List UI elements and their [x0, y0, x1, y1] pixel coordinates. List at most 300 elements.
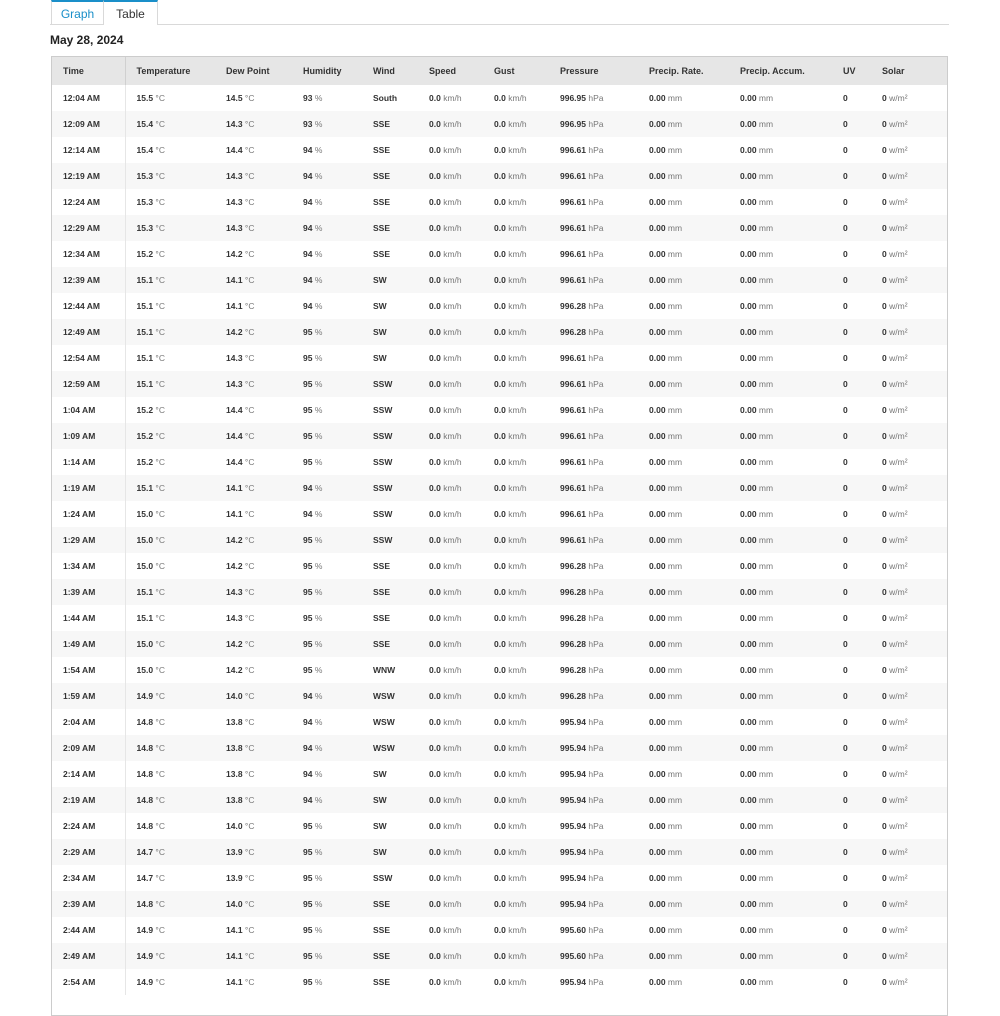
cell-speed-unit: km/h: [443, 197, 462, 207]
cell-dew-point: [215, 85, 292, 111]
cell-humidity: [292, 787, 362, 813]
cell-gust-value: 0.0: [494, 457, 506, 467]
cell-gust-unit: km/h: [508, 613, 527, 623]
cell-speed: [418, 189, 483, 215]
cell-temperature-value: 15.2: [136, 405, 154, 415]
column-header-uv[interactable]: UV: [843, 66, 856, 76]
cell-solar-unit: w/m²: [889, 665, 908, 675]
cell-time: [52, 969, 125, 995]
cell-dew-point-value: 14.4: [226, 431, 243, 441]
cell-temperature: [125, 865, 215, 891]
cell-solar-value: 0: [882, 925, 887, 935]
cell-precip-accum: [729, 293, 832, 319]
cell-precip-rate-value: 0.00: [649, 613, 666, 623]
cell-gust: [483, 969, 549, 995]
cell-precip-rate-unit: mm: [667, 769, 683, 779]
cell-uv: [832, 865, 871, 891]
cell-dew-point-unit: °C: [244, 353, 255, 363]
cell-gust-value: 0.0: [494, 639, 506, 649]
column-header-wind[interactable]: Wind: [373, 66, 395, 76]
cell-solar-value: 0: [882, 795, 887, 805]
cell-wind-value: SSW: [373, 873, 393, 883]
cell-humidity-unit: %: [314, 769, 323, 779]
cell-humidity: [292, 631, 362, 657]
cell-temperature: [125, 943, 215, 969]
cell-dew-point-unit: °C: [244, 717, 255, 727]
table-header-row: [52, 57, 947, 85]
cell-pressure-unit: hPa: [588, 899, 604, 909]
cell-time-value: 2:09 AM: [63, 743, 96, 753]
cell-temperature-value: 14.8: [136, 769, 154, 779]
cell-solar: [871, 839, 947, 865]
cell-humidity-unit: %: [314, 535, 323, 545]
cell-speed-unit: km/h: [443, 301, 462, 311]
cell-precip-rate-value: 0.00: [649, 717, 666, 727]
cell-dew-point: [215, 813, 292, 839]
cell-precip-rate-value: 0.00: [649, 457, 666, 467]
cell-gust: [483, 709, 549, 735]
cell-pressure-unit: hPa: [588, 717, 604, 727]
cell-temperature: [125, 553, 215, 579]
cell-temperature: [125, 267, 215, 293]
cell-speed-value: 0.0: [429, 613, 441, 623]
cell-wind: [362, 449, 418, 475]
cell-wind: [362, 397, 418, 423]
cell-solar: [871, 475, 947, 501]
cell-wind-value: SSE: [373, 223, 391, 233]
cell-solar-unit: w/m²: [889, 717, 908, 727]
cell-humidity: [292, 735, 362, 761]
cell-humidity-value: 94: [303, 197, 313, 207]
column-header-precip-accum[interactable]: Precip. Accum.: [740, 66, 805, 76]
cell-temperature-unit: °C: [155, 145, 165, 155]
cell-pressure-value: 996.28: [560, 327, 586, 337]
cell-gust: [483, 371, 549, 397]
cell-speed-value: 0.0: [429, 457, 441, 467]
cell-solar: [871, 709, 947, 735]
cell-time: [52, 319, 125, 345]
cell-time: [52, 189, 125, 215]
cell-solar-value: 0: [882, 899, 887, 909]
cell-dew-point-value: 14.1: [226, 977, 243, 987]
cell-speed: [418, 475, 483, 501]
cell-dew-point-value: 14.1: [226, 509, 243, 519]
cell-gust-value: 0.0: [494, 665, 506, 675]
cell-dew-point-unit: °C: [244, 795, 255, 805]
cell-speed-unit: km/h: [443, 587, 462, 597]
cell-dew-point-unit: °C: [244, 405, 255, 415]
cell-gust-unit: km/h: [508, 353, 527, 363]
cell-gust-unit: km/h: [508, 535, 527, 545]
cell-speed-unit: km/h: [443, 431, 462, 441]
cell-dew-point: [215, 319, 292, 345]
cell-humidity-unit: %: [314, 743, 323, 753]
cell-dew-point: [215, 761, 292, 787]
cell-uv-value: 0: [843, 769, 848, 779]
table-row: [52, 189, 947, 215]
cell-precip-rate: [638, 293, 729, 319]
cell-speed-unit: km/h: [443, 119, 462, 129]
cell-wind-value: SW: [373, 769, 387, 779]
cell-humidity: [292, 345, 362, 371]
cell-uv: [832, 917, 871, 943]
cell-temperature-unit: °C: [155, 977, 165, 987]
cell-gust: [483, 553, 549, 579]
cell-wind-value: SSE: [373, 587, 391, 597]
cell-humidity-value: 95: [303, 665, 313, 675]
cell-wind-value: SSW: [373, 483, 393, 493]
cell-solar-value: 0: [882, 561, 887, 571]
cell-dew-point: [215, 449, 292, 475]
cell-precip-rate-value: 0.00: [649, 327, 666, 337]
cell-dew-point: [215, 345, 292, 371]
cell-solar-value: 0: [882, 405, 887, 415]
cell-speed-unit: km/h: [443, 535, 462, 545]
cell-gust-unit: km/h: [508, 119, 527, 129]
cell-humidity-unit: %: [314, 431, 323, 441]
cell-precip-accum-value: 0.00: [740, 379, 757, 389]
cell-temperature-value: 14.7: [136, 847, 154, 857]
cell-precip-rate: [638, 709, 729, 735]
cell-speed-unit: km/h: [443, 561, 462, 571]
cell-temperature-unit: °C: [155, 821, 165, 831]
cell-humidity-unit: %: [314, 951, 323, 961]
cell-uv: [832, 423, 871, 449]
cell-precip-accum-value: 0.00: [740, 795, 757, 805]
cell-solar-unit: w/m²: [889, 873, 908, 883]
cell-wind-value: WSW: [373, 717, 395, 727]
cell-solar: [871, 397, 947, 423]
cell-dew-point-unit: °C: [244, 613, 255, 623]
cell-pressure-value: 996.61: [560, 431, 586, 441]
table-row: [52, 241, 947, 267]
cell-solar-value: 0: [882, 977, 887, 987]
cell-temperature: [125, 319, 215, 345]
cell-time: [52, 293, 125, 319]
cell-precip-accum-value: 0.00: [740, 457, 757, 467]
cell-speed-value: 0.0: [429, 821, 441, 831]
column-header-precip-rate[interactable]: Precip. Rate.: [649, 66, 704, 76]
cell-time-value: 12:49 AM: [63, 327, 101, 337]
cell-precip-rate: [638, 137, 729, 163]
cell-precip-rate-value: 0.00: [649, 301, 666, 311]
cell-solar: [871, 241, 947, 267]
cell-time-value: 2:54 AM: [63, 977, 96, 987]
column-header-solar[interactable]: Solar: [882, 66, 905, 76]
cell-precip-accum-value: 0.00: [740, 171, 757, 181]
cell-gust-unit: km/h: [508, 301, 527, 311]
cell-gust: [483, 319, 549, 345]
cell-humidity-unit: %: [314, 925, 323, 935]
cell-pressure-value: 996.61: [560, 353, 586, 363]
cell-wind: [362, 501, 418, 527]
cell-pressure-unit: hPa: [588, 509, 604, 519]
cell-time-value: 1:04 AM: [63, 405, 96, 415]
cell-pressure-value: 996.61: [560, 535, 586, 545]
cell-wind-value: South: [373, 93, 398, 103]
cell-uv: [832, 267, 871, 293]
cell-pressure-value: 995.60: [560, 925, 586, 935]
cell-pressure: [549, 631, 638, 657]
cell-precip-accum-value: 0.00: [740, 405, 757, 415]
cell-speed-unit: km/h: [443, 873, 462, 883]
cell-solar-unit: w/m²: [889, 743, 908, 753]
cell-temperature-value: 15.1: [136, 353, 154, 363]
cell-dew-point-value: 14.1: [226, 483, 243, 493]
cell-dew-point-unit: °C: [244, 249, 255, 259]
cell-speed: [418, 501, 483, 527]
cell-uv: [832, 241, 871, 267]
cell-precip-accum: [729, 631, 832, 657]
cell-precip-rate-value: 0.00: [649, 483, 666, 493]
cell-dew-point: [215, 475, 292, 501]
cell-temperature-unit: °C: [155, 899, 165, 909]
cell-speed-value: 0.0: [429, 431, 441, 441]
cell-temperature-value: 15.1: [136, 301, 154, 311]
cell-gust-unit: km/h: [508, 639, 527, 649]
cell-precip-rate-value: 0.00: [649, 639, 666, 649]
cell-wind-value: SSE: [373, 119, 391, 129]
table-row: [52, 943, 947, 969]
cell-temperature-value: 15.0: [136, 561, 154, 571]
cell-solar-unit: w/m²: [889, 483, 908, 493]
cell-solar: [871, 631, 947, 657]
cell-gust-unit: km/h: [508, 457, 527, 467]
cell-precip-accum: [729, 111, 832, 137]
cell-precip-rate-value: 0.00: [649, 145, 666, 155]
cell-temperature-value: 15.0: [136, 535, 154, 545]
cell-time: [52, 917, 125, 943]
cell-precip-rate-unit: mm: [667, 93, 683, 103]
cell-temperature-unit: °C: [155, 587, 165, 597]
cell-time-value: 12:34 AM: [63, 249, 101, 259]
cell-pressure-value: 995.94: [560, 821, 586, 831]
cell-pressure-unit: hPa: [588, 795, 604, 805]
cell-temperature-unit: °C: [155, 717, 165, 727]
cell-humidity-value: 95: [303, 613, 313, 623]
cell-temperature-value: 14.9: [136, 925, 154, 935]
cell-pressure: [549, 189, 638, 215]
cell-pressure-unit: hPa: [588, 301, 604, 311]
cell-solar-value: 0: [882, 847, 887, 857]
tab-table[interactable]: Table: [104, 0, 158, 25]
cell-solar: [871, 813, 947, 839]
cell-time: [52, 683, 125, 709]
cell-speed-unit: km/h: [443, 327, 462, 337]
cell-dew-point: [215, 189, 292, 215]
column-header-time[interactable]: Time: [52, 57, 125, 85]
cell-wind: [362, 605, 418, 631]
cell-solar-unit: w/m²: [889, 379, 908, 389]
cell-uv-value: 0: [843, 691, 848, 701]
cell-dew-point: [215, 943, 292, 969]
cell-precip-accum: [729, 241, 832, 267]
cell-gust-unit: km/h: [508, 665, 527, 675]
cell-precip-accum-unit: mm: [758, 977, 774, 987]
cell-speed-unit: km/h: [443, 691, 462, 701]
cell-dew-point-value: 14.4: [226, 405, 243, 415]
cell-pressure-unit: hPa: [588, 613, 604, 623]
cell-temperature-value: 14.9: [136, 951, 154, 961]
column-header-gust[interactable]: Gust: [494, 66, 515, 76]
cell-precip-rate-unit: mm: [667, 795, 683, 805]
cell-time: [52, 163, 125, 189]
cell-temperature: [125, 527, 215, 553]
column-header-speed[interactable]: Speed: [429, 66, 457, 76]
cell-precip-rate-value: 0.00: [649, 977, 666, 987]
cell-precip-rate: [638, 917, 729, 943]
cell-dew-point-value: 14.2: [226, 665, 243, 675]
cell-temperature-unit: °C: [155, 93, 165, 103]
cell-dew-point-unit: °C: [244, 665, 255, 675]
cell-speed-value: 0.0: [429, 145, 441, 155]
cell-pressure: [549, 709, 638, 735]
cell-dew-point-unit: °C: [244, 327, 255, 337]
cell-time-value: 1:14 AM: [63, 457, 96, 467]
cell-temperature-value: 15.1: [136, 587, 154, 597]
cell-dew-point-unit: °C: [244, 899, 255, 909]
cell-speed-value: 0.0: [429, 197, 441, 207]
cell-precip-accum-unit: mm: [758, 119, 774, 129]
cell-wind: [362, 475, 418, 501]
cell-pressure: [549, 397, 638, 423]
cell-gust: [483, 865, 549, 891]
cell-temperature: [125, 839, 215, 865]
cell-uv: [832, 215, 871, 241]
cell-precip-accum-value: 0.00: [740, 873, 757, 883]
cell-humidity-unit: %: [314, 145, 323, 155]
cell-precip-rate-unit: mm: [667, 431, 683, 441]
cell-dew-point: [215, 371, 292, 397]
column-header-pressure[interactable]: Pressure: [560, 66, 599, 76]
cell-humidity-value: 95: [303, 899, 313, 909]
cell-pressure: [549, 475, 638, 501]
cell-dew-point-unit: °C: [244, 873, 255, 883]
cell-wind-value: SSE: [373, 561, 391, 571]
cell-precip-accum-value: 0.00: [740, 119, 757, 129]
cell-speed: [418, 267, 483, 293]
cell-temperature-unit: °C: [155, 249, 165, 259]
column-header-temperature[interactable]: Temperature: [136, 66, 191, 76]
cell-uv-value: 0: [843, 535, 848, 545]
cell-speed: [418, 371, 483, 397]
cell-solar-unit: w/m²: [889, 275, 908, 285]
cell-humidity-unit: %: [314, 327, 323, 337]
cell-speed-unit: km/h: [443, 665, 462, 675]
cell-speed-value: 0.0: [429, 535, 441, 545]
cell-solar: [871, 579, 947, 605]
cell-uv-value: 0: [843, 587, 848, 597]
cell-precip-accum: [729, 319, 832, 345]
cell-gust-unit: km/h: [508, 379, 527, 389]
column-header-humidity[interactable]: Humidity: [303, 66, 342, 76]
cell-temperature: [125, 241, 215, 267]
cell-gust: [483, 241, 549, 267]
cell-time-value: 2:49 AM: [63, 951, 96, 961]
table-row: [52, 839, 947, 865]
cell-time-value: 12:29 AM: [63, 223, 101, 233]
cell-solar-unit: w/m²: [889, 145, 908, 155]
cell-solar-unit: w/m²: [889, 899, 908, 909]
cell-speed-unit: km/h: [443, 769, 462, 779]
cell-speed-unit: km/h: [443, 847, 462, 857]
cell-solar-value: 0: [882, 353, 887, 363]
cell-precip-accum-unit: mm: [758, 743, 774, 753]
cell-precip-rate-value: 0.00: [649, 379, 666, 389]
cell-temperature-value: 15.1: [136, 379, 154, 389]
cell-gust-value: 0.0: [494, 145, 506, 155]
cell-precip-rate-value: 0.00: [649, 743, 666, 753]
cell-temperature-value: 15.3: [136, 223, 154, 233]
cell-wind: [362, 631, 418, 657]
cell-solar-value: 0: [882, 769, 887, 779]
cell-dew-point: [215, 163, 292, 189]
cell-temperature-unit: °C: [155, 769, 165, 779]
cell-gust-value: 0.0: [494, 509, 506, 519]
cell-precip-accum-unit: mm: [758, 223, 774, 233]
cell-gust-unit: km/h: [508, 977, 527, 987]
cell-temperature: [125, 787, 215, 813]
cell-precip-accum: [729, 709, 832, 735]
cell-pressure: [549, 501, 638, 527]
cell-wind: [362, 423, 418, 449]
cell-dew-point-value: 14.1: [226, 925, 243, 935]
cell-temperature-unit: °C: [155, 223, 165, 233]
cell-pressure-value: 995.94: [560, 743, 586, 753]
cell-pressure-value: 996.61: [560, 275, 586, 285]
cell-precip-rate-unit: mm: [667, 873, 683, 883]
cell-dew-point: [215, 865, 292, 891]
cell-gust: [483, 943, 549, 969]
cell-precip-accum-unit: mm: [758, 483, 774, 493]
cell-dew-point: [215, 527, 292, 553]
cell-dew-point: [215, 605, 292, 631]
cell-time-value: 2:14 AM: [63, 769, 96, 779]
cell-wind-value: SSW: [373, 509, 393, 519]
cell-speed-unit: km/h: [443, 457, 462, 467]
cell-precip-accum-unit: mm: [758, 795, 774, 805]
cell-pressure: [549, 579, 638, 605]
table-row: [52, 917, 947, 943]
cell-precip-rate-unit: mm: [667, 249, 683, 259]
cell-wind-value: WSW: [373, 691, 395, 701]
cell-speed: [418, 813, 483, 839]
cell-gust-value: 0.0: [494, 93, 506, 103]
cell-dew-point-value: 14.3: [226, 613, 243, 623]
column-header-dew-point[interactable]: Dew Point: [226, 66, 270, 76]
cell-solar-value: 0: [882, 613, 887, 623]
cell-speed-value: 0.0: [429, 275, 441, 285]
cell-humidity-value: 95: [303, 327, 313, 337]
cell-solar-unit: w/m²: [889, 977, 908, 987]
cell-uv: [832, 761, 871, 787]
cell-pressure-unit: hPa: [588, 119, 604, 129]
cell-pressure-unit: hPa: [588, 873, 604, 883]
cell-precip-rate-value: 0.00: [649, 353, 666, 363]
cell-wind-value: SSW: [373, 431, 393, 441]
cell-solar-unit: w/m²: [889, 327, 908, 337]
cell-dew-point-value: 13.8: [226, 769, 243, 779]
cell-dew-point-value: 14.1: [226, 275, 243, 285]
cell-humidity: [292, 423, 362, 449]
cell-pressure: [549, 865, 638, 891]
tab-graph[interactable]: Graph: [51, 0, 104, 24]
cell-pressure-value: 996.28: [560, 561, 586, 571]
cell-pressure-unit: hPa: [588, 249, 604, 259]
cell-dew-point-value: 13.8: [226, 743, 243, 753]
cell-gust-value: 0.0: [494, 353, 506, 363]
cell-precip-rate-unit: mm: [667, 561, 683, 571]
